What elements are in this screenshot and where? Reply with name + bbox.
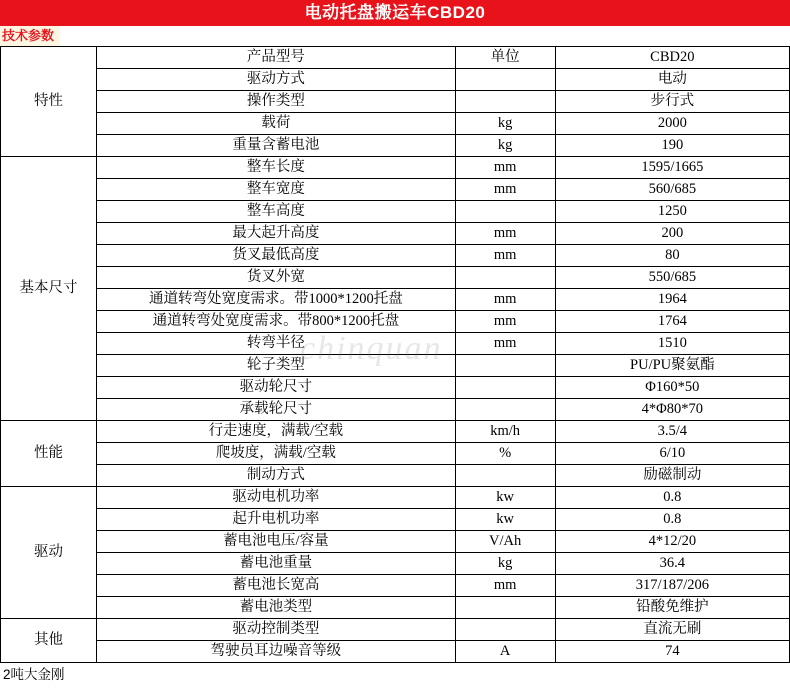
param-label: 轮子类型 [97,355,455,377]
group-label: 基本尺寸 [1,157,97,421]
value-cell: 0.8 [555,487,789,509]
unit-label: mm [455,333,555,355]
param-label: 蓄电池类型 [97,597,455,619]
unit-label [455,267,555,289]
table-row [1,289,790,311]
table-row [1,135,790,157]
subtitle-row [0,26,790,46]
table-row [1,223,790,245]
table-row [1,421,790,443]
table-row [1,553,790,575]
param-label: 整车长度 [97,157,455,179]
spec-table [0,46,790,663]
group-label: 驱动 [1,487,97,619]
table-row [1,465,790,487]
param-label: 货叉最低高度 [97,245,455,267]
value-cell: 0.8 [555,509,789,531]
table-row [1,597,790,619]
value-cell: 4*Φ80*70 [555,399,789,421]
param-label: 驾驶员耳边噪音等级 [97,641,455,663]
value-cell: 直流无刷 [555,619,789,641]
param-label: 产品型号 [97,47,455,69]
table-row [1,377,790,399]
param-label: 重量含蓄电池 [97,135,455,157]
unit-label: mm [455,289,555,311]
unit-label: 单位 [455,47,555,69]
unit-label: mm [455,245,555,267]
param-label: 整车宽度 [97,179,455,201]
value-cell: 560/685 [555,179,789,201]
value-cell: 电动 [555,69,789,91]
unit-label: mm [455,157,555,179]
param-label: 承载轮尺寸 [97,399,455,421]
value-cell: 190 [555,135,789,157]
param-label: 通道转弯处宽度需求。带1000*1200托盘 [97,289,455,311]
param-label: 驱动电机功率 [97,487,455,509]
value-cell: 1595/1665 [555,157,789,179]
value-cell: Φ160*50 [555,377,789,399]
table-row [1,113,790,135]
param-label: 驱动方式 [97,69,455,91]
value-cell: CBD20 [555,47,789,69]
value-cell: 2000 [555,113,789,135]
value-cell: 36.4 [555,553,789,575]
unit-label [455,69,555,91]
param-label: 整车高度 [97,201,455,223]
unit-label: kg [455,553,555,575]
param-label: 通道转弯处宽度需求。带800*1200托盘 [97,311,455,333]
page-title: 电动托盘搬运车CBD20 [0,0,790,26]
table-row [1,69,790,91]
value-cell: 励磁制动 [555,465,789,487]
value-cell: 74 [555,641,789,663]
table-row [1,201,790,223]
value-cell: 3.5/4 [555,421,789,443]
param-label: 货叉外宽 [97,267,455,289]
unit-label: mm [455,179,555,201]
table-row [1,157,790,179]
value-cell: 6/10 [555,443,789,465]
param-label: 蓄电池电压/容量 [97,531,455,553]
value-cell: PU/PU聚氨酯 [555,355,789,377]
unit-label [455,201,555,223]
unit-label: kg [455,113,555,135]
unit-label: mm [455,311,555,333]
value-cell: 550/685 [555,267,789,289]
table-row [1,311,790,333]
unit-label: A [455,641,555,663]
unit-label [455,377,555,399]
value-cell: 317/187/206 [555,575,789,597]
param-label: 转弯半径 [97,333,455,355]
group-label: 其他 [1,619,97,663]
table-row [1,531,790,553]
group-label: 性能 [1,421,97,487]
param-label: 最大起升高度 [97,223,455,245]
table-row [1,355,790,377]
param-label: 驱动控制类型 [97,619,455,641]
unit-label: mm [455,223,555,245]
unit-label: V/Ah [455,531,555,553]
spec-table-body [1,47,790,663]
value-cell: 1250 [555,201,789,223]
watermark-text: chinquan [300,330,443,367]
value-cell: 铅酸免维护 [555,597,789,619]
table-row [1,487,790,509]
table-row [1,619,790,641]
value-cell: 1510 [555,333,789,355]
param-label: 驱动轮尺寸 [97,377,455,399]
unit-label: kg [455,135,555,157]
unit-label [455,399,555,421]
value-cell: 1964 [555,289,789,311]
section-label-tech-params: 技术参数 [0,26,60,46]
param-label: 爬坡度，满载/空载 [97,443,455,465]
table-row [1,245,790,267]
value-cell: 4*12/20 [555,531,789,553]
unit-label: kw [455,509,555,531]
unit-label: % [455,443,555,465]
unit-label: km/h [455,421,555,443]
footer-note: 2吨大金刚 [3,667,65,682]
table-row [1,47,790,69]
value-cell: 步行式 [555,91,789,113]
group-label: 特性 [1,47,97,157]
param-label: 起升电机功率 [97,509,455,531]
param-label: 制动方式 [97,465,455,487]
param-label: 行走速度，满载/空载 [97,421,455,443]
table-row [1,443,790,465]
param-label: 载荷 [97,113,455,135]
value-cell: 80 [555,245,789,267]
unit-label [455,355,555,377]
unit-label: mm [455,575,555,597]
table-row [1,641,790,663]
table-row [1,399,790,421]
unit-label: kw [455,487,555,509]
unit-label [455,465,555,487]
table-row [1,509,790,531]
unit-label [455,619,555,641]
table-row [1,179,790,201]
value-cell: 200 [555,223,789,245]
table-row [1,267,790,289]
param-label: 操作类型 [97,91,455,113]
param-label: 蓄电池重量 [97,553,455,575]
table-row [1,333,790,355]
unit-label [455,597,555,619]
table-row [1,91,790,113]
unit-label [455,91,555,113]
value-cell: 1764 [555,311,789,333]
param-label: 蓄电池长宽高 [97,575,455,597]
table-row [1,575,790,597]
